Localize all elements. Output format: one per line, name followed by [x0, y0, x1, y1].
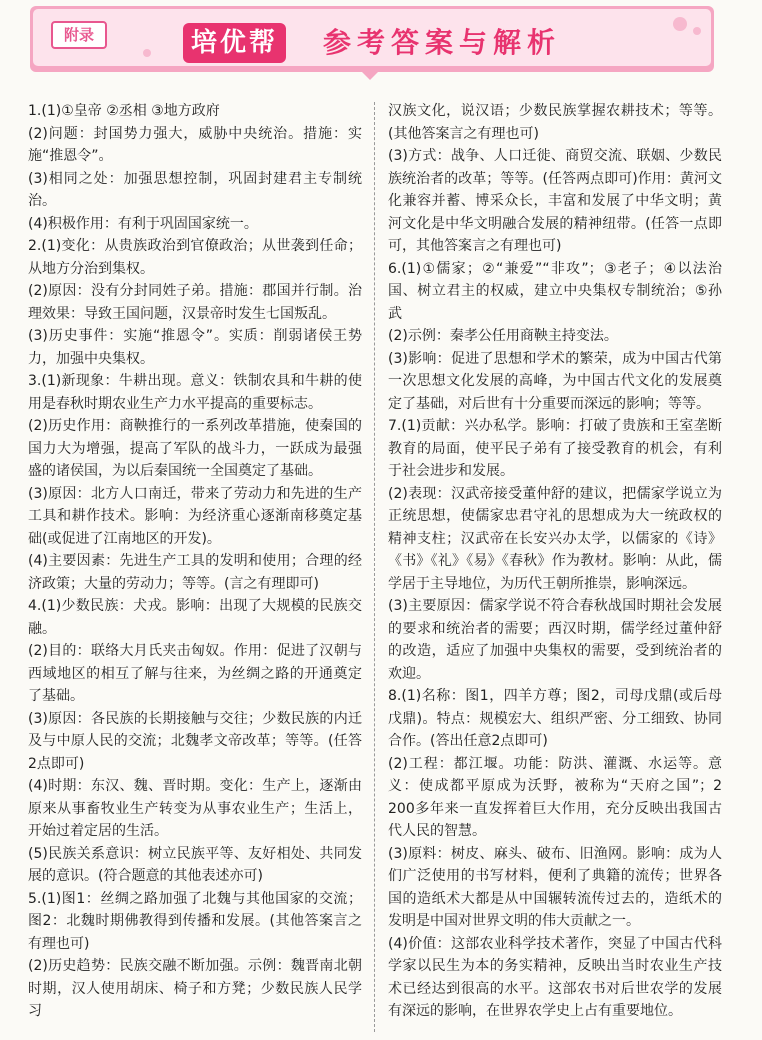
answer-line [388, 595, 722, 685]
answer-text: (2)历史趋势：民族交融不断加强。示例：魏晋南北朝时期，汉人使用胡床、椅子和方凳；少数民族人民学习 [28, 958, 362, 1019]
answer-text: (4)价值：这部农业科学技术著作，突显了中国古代科学家以民生为本的务实精神，反映出当时农业生产技术已经达到很高的水平。这部农书对后世农学的发展有深远的影响，在世界农学史上占有重要地位。 [388, 935, 722, 1019]
answer-line [388, 483, 722, 596]
answer-text: (5)民族关系意识：树立民族平等、友好相处、共同发展的意识。(符合题意的其他表述亦可) [28, 845, 362, 884]
decor-dot-icon [693, 27, 701, 35]
answer-line [28, 325, 362, 370]
answer-text: (2)工程：都江堰。功能：防洪、灌溉、水运等。意义：使成都平原成为沃野，被称为“天府之国”；2 200多年来一直发挥着巨大作用，充分反映出我国古代人民的智慧。 [388, 755, 722, 839]
answer-line [28, 483, 362, 551]
answer-text: (4)积极作用：有利于巩固国家统一。 [28, 215, 258, 232]
answer-line [388, 753, 722, 843]
question-number: 7. [388, 418, 402, 434]
answer-text: (1)变化：从贵族政治到官僚政治；从世袭到任命；从地方分治到集权。 [28, 238, 362, 277]
answer-line [388, 415, 722, 483]
answer-text: (2)示例：秦孝公任用商鞅主持变法。 [388, 328, 618, 344]
answer-line [388, 685, 722, 753]
header-notch [360, 70, 380, 80]
page-title: 参考答案与解析 [323, 26, 562, 59]
answer-line [28, 708, 362, 776]
answer-line [28, 168, 362, 213]
header-inner [33, 9, 711, 66]
answer-text: (4)主要因素：先进生产工具的发明和使用；合理的经济政策；大量的劳动力；等等。(言之有理即可) [28, 553, 362, 592]
answers-right-column [388, 100, 722, 1023]
question-number: 4. [28, 598, 42, 614]
answer-line [28, 775, 362, 843]
answer-text: (1)①儒家；②“兼爱”“非攻”；③老子；④以法治国、树立君主的权威，建立中央集权专制统治；⑤孙武 [388, 260, 722, 322]
answer-line [28, 843, 362, 888]
answer-line [28, 235, 362, 280]
answer-line [28, 888, 362, 956]
answer-line [388, 100, 722, 145]
question-number: 6. [388, 260, 402, 277]
answer-line [28, 280, 362, 325]
decor-dot-icon [143, 49, 151, 57]
answer-text: (2)问题：封国势力强大，威胁中央统治。措施：实施“推恩令”。 [28, 125, 362, 164]
question-number: 2. [28, 238, 42, 254]
answer-line [388, 933, 722, 1023]
answer-text: (1)①皇帝 ②丞相 ③地方政府 [41, 103, 220, 119]
answer-text: (2)原因：没有分封同姓子弟。措施：郡国并行制。治理效果：导致王国问题，汉景帝时发生七国叛乱。 [28, 283, 362, 322]
question-number: 5. [28, 890, 42, 907]
answer-text: (3)原因：北方人口南迁，带来了劳动力和先进的生产工具和耕作技术。影响：为经济重心逐渐南移奠定基础(或促进了江南地区的开发)。 [28, 485, 362, 547]
answer-line [28, 595, 362, 640]
answer-line [388, 258, 722, 326]
brand-logo: 培优帮 [183, 23, 286, 63]
answer-line [28, 550, 362, 595]
question-number: 3. [28, 373, 42, 389]
answer-text: (1)贡献：兴办私学。影响：打破了贵族和王室垄断教育的局面，使平民子弟有了接受教育的机会，有利于社会进步和发展。 [388, 418, 722, 479]
header-banner [30, 6, 714, 72]
answer-line [28, 370, 362, 415]
question-number: 8. [388, 688, 402, 704]
answer-line [388, 348, 722, 416]
answer-text: (3)方式：战争、人口迁徙、商贸交流、联姻、少数民族统治者的改革；等等。(任答两点即可)作用：黄河文化兼容并蓄、博采众长，丰富和发展了中华文明；黄河文化是中华文明融合发展的精神纽带。(任答一点即可，其他答案言之有理也可) [388, 148, 722, 254]
answer-text: (2)历史作用：商鞅推行的一系列改革措施，使秦国的国力大为增强，提高了军队的战斗力，一跃成为最强盛的诸侯国，为以后秦国统一全国奠定了基础。 [28, 418, 362, 479]
answer-line [388, 145, 722, 258]
answer-line [388, 843, 722, 933]
answer-text: (1)少数民族：犬戎。影响：出现了大规模的民族交融。 [28, 598, 362, 637]
answer-text: (3)原料：树皮、麻头、破布、旧渔网。影响：成为人们广泛使用的书写材料，便利了典籍的流传；世界各国的造纸术大都是从中国辗转流传过去的，造纸术的发明是中国对世界文明的伟大贡献之一。 [388, 845, 722, 929]
answer-line [28, 100, 362, 123]
answer-line [28, 213, 362, 236]
answers-left-column [28, 100, 362, 1023]
answer-text: (3)影响：促进了思想和学术的繁荣，成为中国古代第一次思想文化发展的高峰，为中国古代文化的发展奠定了基础，对后世有十分重要而深远的影响；等等。 [388, 350, 722, 412]
question-number: 1. [28, 103, 42, 119]
answer-text: (2)目的：联络大月氏夹击匈奴。作用：促进了汉朝与西域地区的相互了解与往来，为丝绸之路的开通奠定了基础。 [28, 643, 362, 704]
answer-text: (4)时期：东汉、魏、晋时期。变化：生产上，逐渐由原来从事畜牧业生产转变为从事农业生产；生活上，开始过着定居的生活。 [28, 778, 362, 839]
answer-text: (3)相同之处：加强思想控制，巩固封建君主专制统治。 [28, 170, 362, 209]
answer-text: (1)名称：图1，四羊方尊；图2，司母戊鼎(或后母戊鼎)。特点：规模宏大、组织严密、分工细致、协同合作。(答出任意2点即可) [388, 688, 722, 749]
answer-line [28, 955, 362, 1023]
answer-text: (1)图1：丝绸之路加强了北魏与其他国家的交流；图2：北魏时期佛教得到传播和发展。(其他答案言之有理也可) [28, 890, 362, 952]
answer-text: 汉族文化，说汉语；少数民族掌握农耕技术；等等。(其他答案言之有理也可) [388, 103, 722, 142]
answer-line [28, 415, 362, 483]
answer-text: (2)表现：汉武帝接受董仲舒的建议，把儒家学说立为正统思想，使儒家忠君守礼的思想成为大一统政权的精神支柱；汉武帝在长安兴办太学，以儒家的《诗》《书》《礼》《易》《春秋》作为教材。影响：从此，儒学居于主导地位，为历代王朝所推崇，影响深远。 [388, 485, 722, 592]
answer-text: (3)历史事件：实施“推恩令”。实质：削弱诸侯王势力，加强中央集权。 [28, 328, 362, 367]
appendix-tag: 附录 [51, 21, 107, 49]
answer-text: (1)新现象：牛耕出现。意义：铁制农具和牛耕的使用是春秋时期农业生产力水平提高的重要标志。 [28, 373, 362, 412]
answer-line [28, 640, 362, 708]
answer-text: (3)原因：各民族的长期接触与交往；少数民族的内迁及与中原人民的交流；北魏孝文帝改革；等等。(任答2点即可) [28, 710, 362, 772]
answer-line [388, 325, 722, 348]
answer-text: (3)主要原因：儒家学说不符合春秋战国时期社会发展的要求和统治者的需要；西汉时期，儒学经过董仲舒的改造，适应了加强中央集权的需要，受到统治者的欢迎。 [388, 598, 722, 682]
decor-dot-icon [673, 17, 687, 31]
column-divider [374, 102, 375, 1032]
answer-line [28, 123, 362, 168]
